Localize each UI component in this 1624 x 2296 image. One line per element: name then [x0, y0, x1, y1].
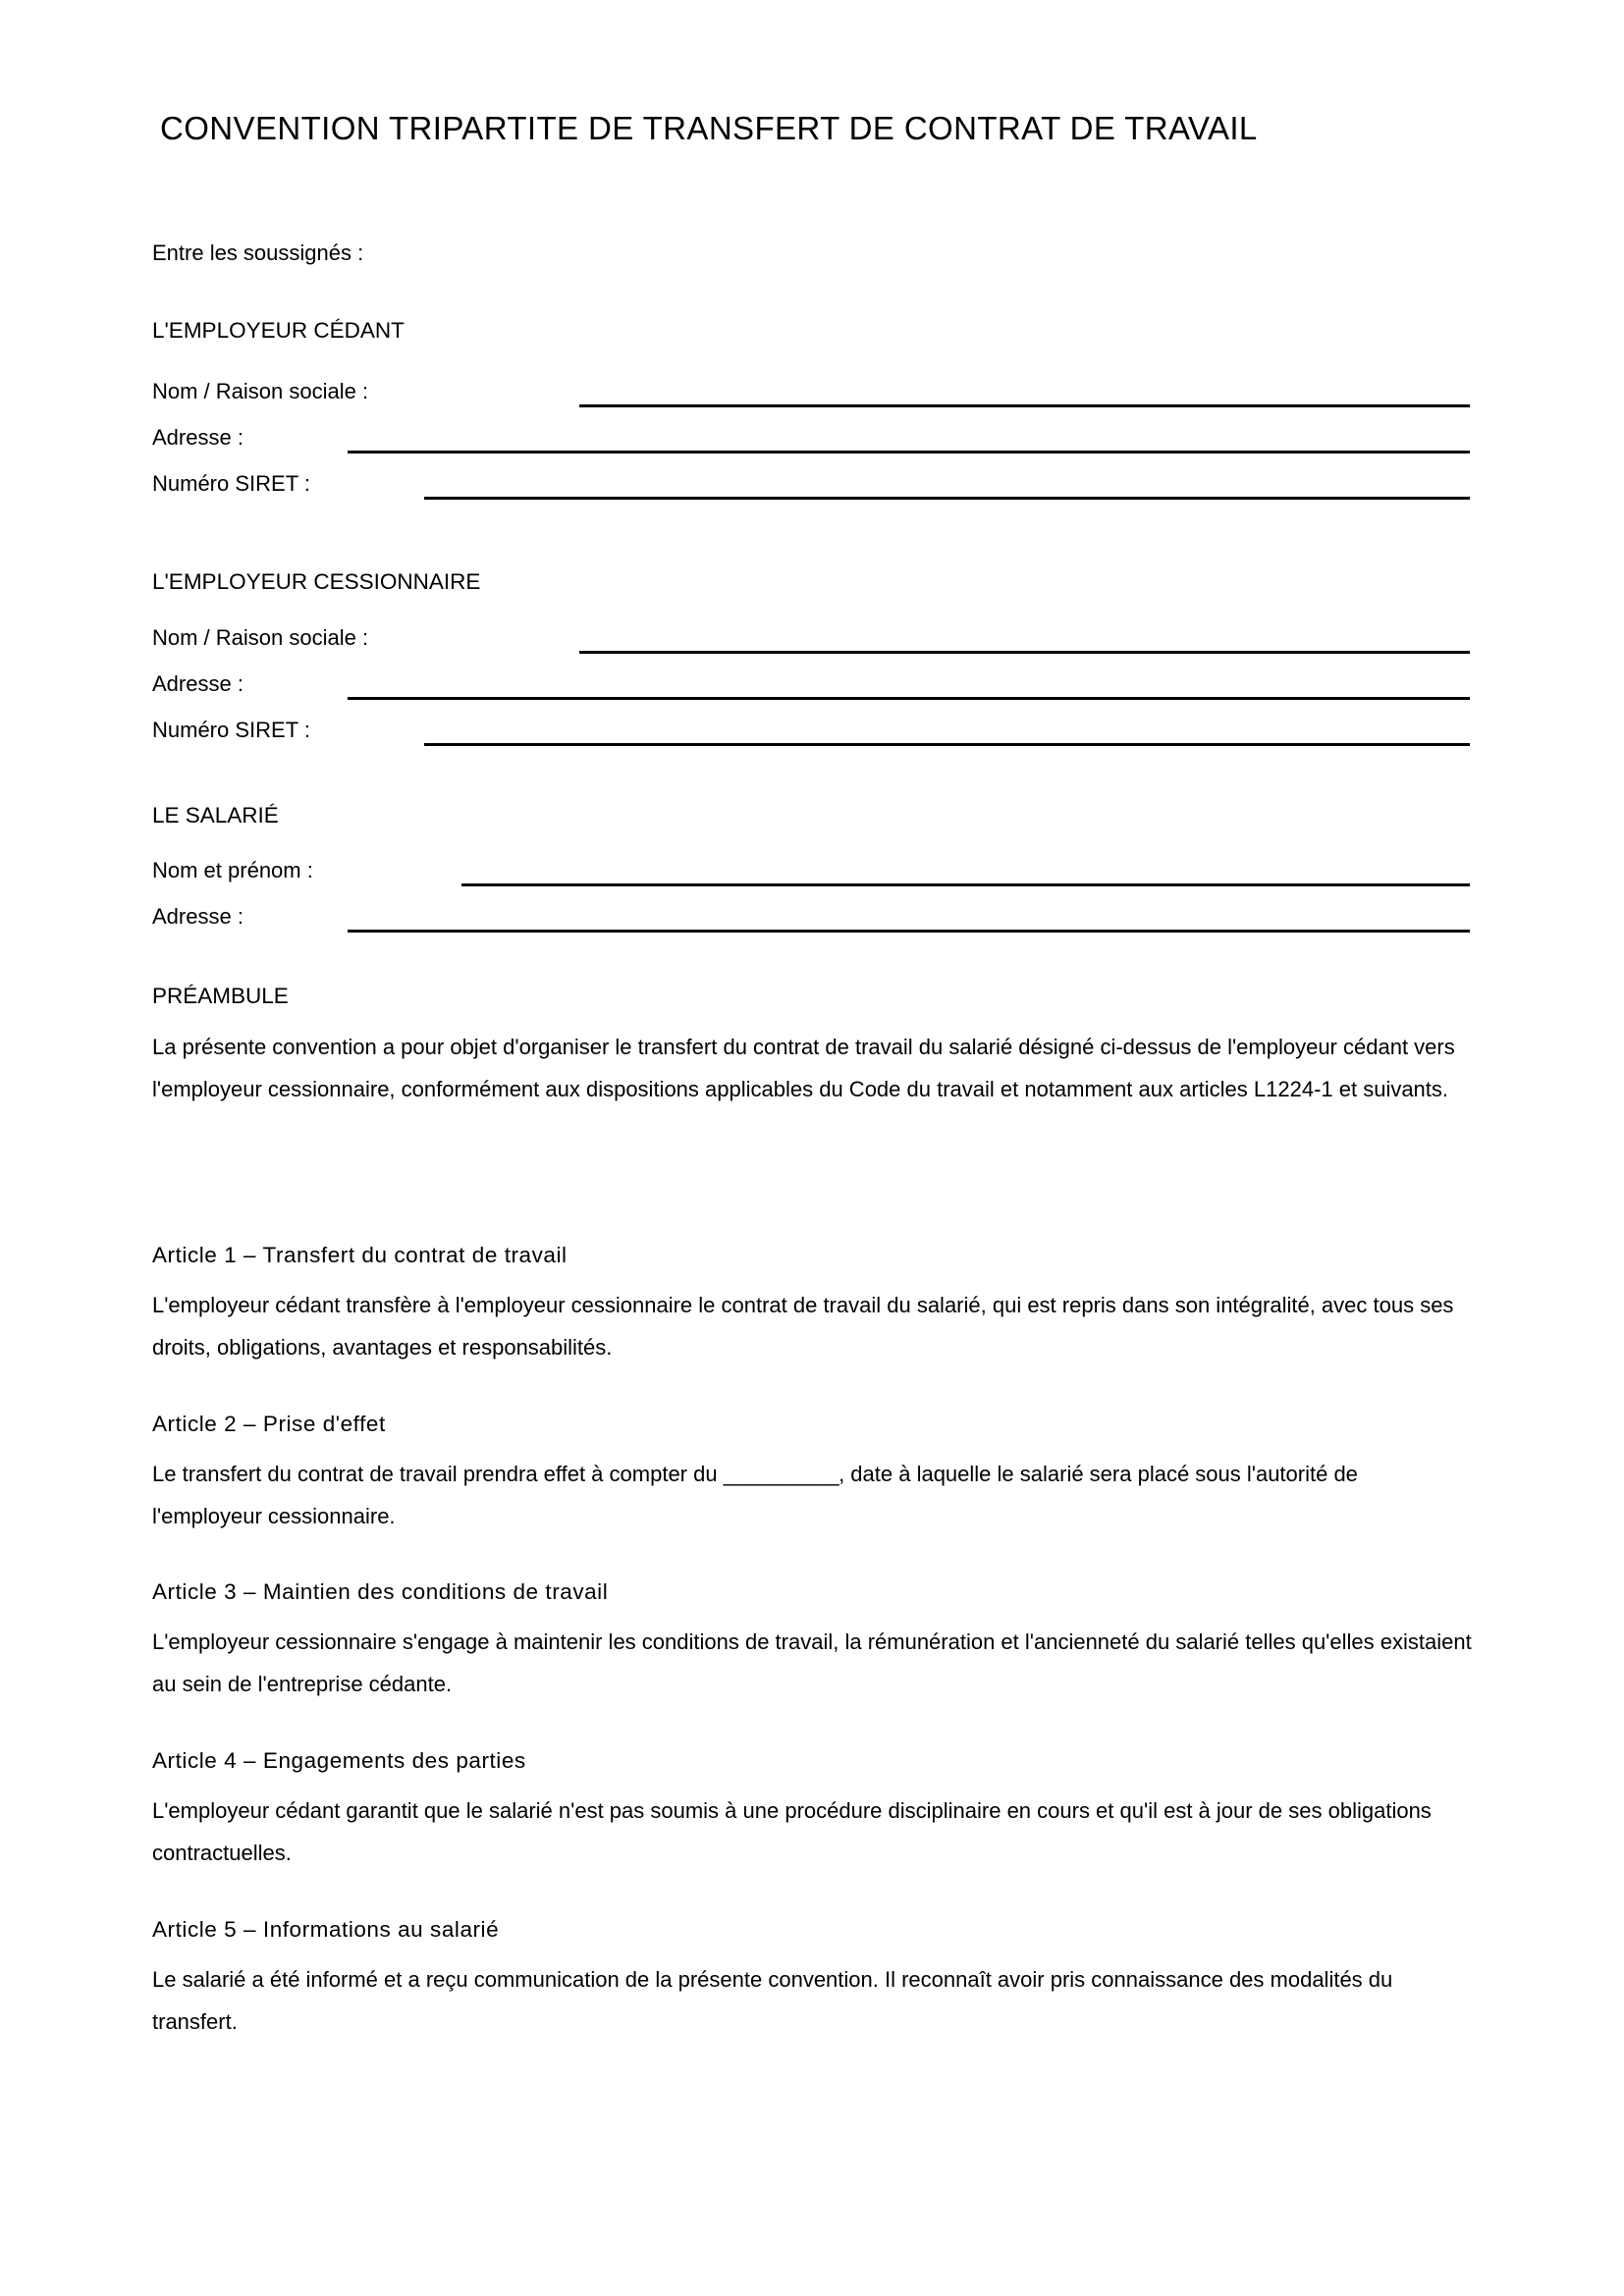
article-2-text-before-blank: Le transfert du contrat de travail prendra effet à compter du: [152, 1462, 724, 1486]
field-label-employee-name: Nom et prénom :: [152, 858, 313, 882]
field-input-employee-name[interactable]: [461, 883, 1470, 886]
article-title-1: Article 1 – Transfert du contrat de travail: [152, 1243, 568, 1267]
field-label-transferee-name: Nom / Raison sociale :: [152, 625, 369, 650]
section-heading-transferee-employer: L'EMPLOYEUR CESSIONNAIRE: [152, 569, 481, 594]
article-title-4: Article 4 – Engagements des parties: [152, 1748, 526, 1773]
article-title-5: Article 5 – Informations au salarié: [152, 1917, 500, 1942]
article-title-2: Article 2 – Prise d'effet: [152, 1412, 386, 1436]
field-label-transferee-siret: Numéro SIRET :: [152, 718, 310, 742]
article-title-3: Article 3 – Maintien des conditions de travail: [152, 1579, 609, 1604]
field-input-ceding-address[interactable]: [348, 451, 1470, 454]
field-label-ceding-address: Adresse :: [152, 425, 244, 450]
field-label-ceding-siret: Numéro SIRET :: [152, 471, 310, 496]
page-title: CONVENTION TRIPARTITE DE TRANSFERT DE CONTRAT DE TRAVAIL: [160, 110, 1258, 146]
article-2-date-blank[interactable]: __________: [723, 1462, 839, 1486]
section-heading-ceding-employer: L'EMPLOYEUR CÉDANT: [152, 318, 405, 343]
article-2-text-after-blank: , date à laquelle le salarié sera placé sous l'autorité de l'employeur cessionnaire.: [152, 1462, 1358, 1528]
article-text-5: Le salarié a été informé et a reçu communication de la présente convention. Il reconnaît avoir pris connaissance des modalités du transfert.: [152, 1967, 1393, 2034]
preamble-text: La présente convention a pour objet d'organiser le transfert du contrat de travail du salarié désigné ci-dessus de l'employeur cédant vers l'employeur cessionnaire, conformément aux dispositions applicables du Code du travail et notamment aux articles L1224-1 et suivants.: [152, 1035, 1455, 1101]
field-input-transferee-siret[interactable]: [424, 743, 1470, 746]
article-text-2: [152, 1453, 1473, 1537]
article-text-1: L'employeur cédant transfère à l'employeur cessionnaire le contrat de travail du salarié, qui est repris dans son intégralité, avec tous ses droits, obligations, avantages et responsabilités.: [152, 1293, 1454, 1360]
section-heading-employee: LE SALARIÉ: [152, 803, 279, 828]
article-text-3: L'employeur cessionnaire s'engage à maintenir les conditions de travail, la rémunération et l'ancienneté du salarié telles qu'elles existaient au sein de l'entreprise cédante.: [152, 1629, 1472, 1696]
field-input-ceding-name[interactable]: [579, 404, 1470, 407]
field-input-transferee-name[interactable]: [579, 651, 1470, 654]
field-label-ceding-name: Nom / Raison sociale :: [152, 379, 369, 403]
field-input-employee-address[interactable]: [348, 930, 1470, 933]
field-input-ceding-siret[interactable]: [424, 497, 1470, 500]
field-label-employee-address: Adresse :: [152, 904, 244, 929]
article-text-4: L'employeur cédant garantit que le salarié n'est pas soumis à une procédure disciplinaire en cours et qu'il est à jour de ses obligations contractuelles.: [152, 1798, 1432, 1865]
field-label-transferee-address: Adresse :: [152, 671, 244, 696]
section-heading-preamble: PRÉAMBULE: [152, 984, 289, 1008]
intro-text: Entre les soussignés :: [152, 240, 364, 265]
field-input-transferee-address[interactable]: [348, 697, 1470, 700]
